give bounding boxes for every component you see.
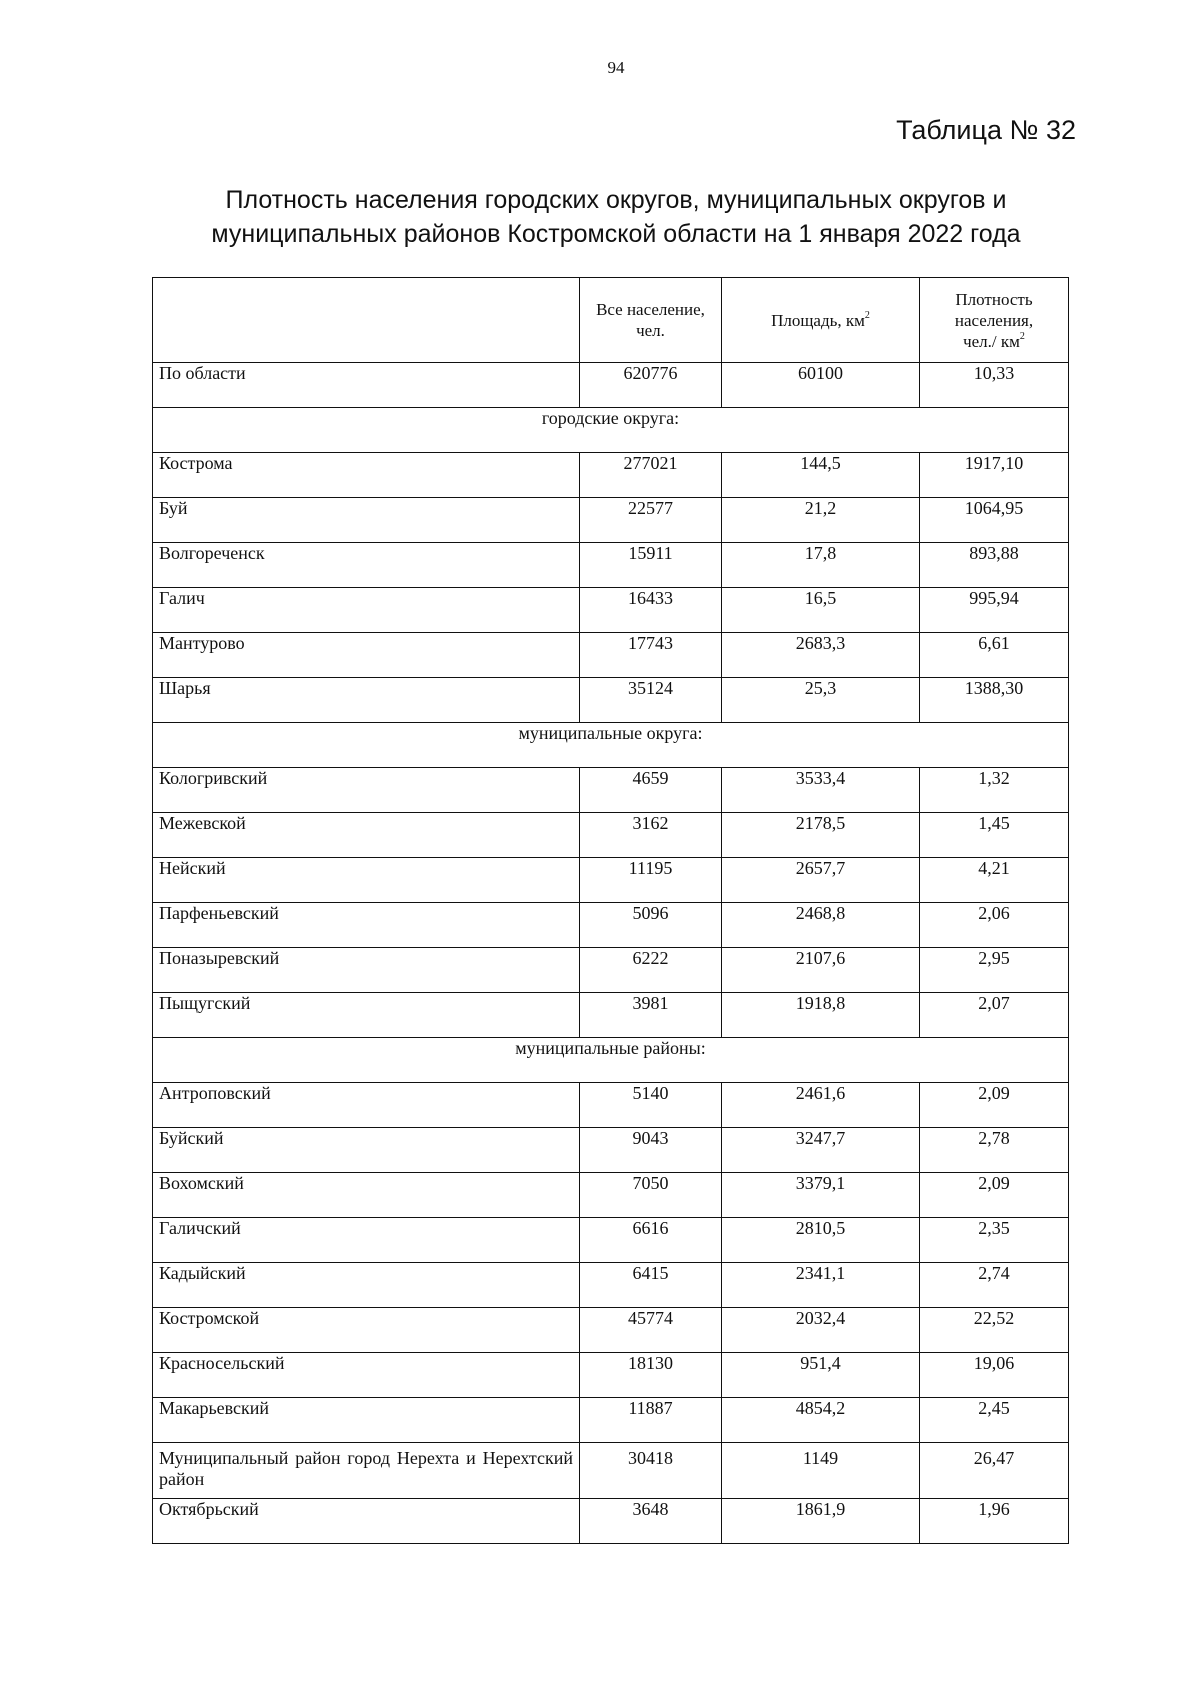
header-area [722,278,920,363]
header-population-line-2: чел. [636,321,665,340]
area-value: 951,4 [722,1353,920,1398]
table-row [153,1173,1069,1218]
population-value: 9043 [580,1128,722,1173]
density-value: 19,06 [920,1353,1069,1398]
density-value: 2,06 [920,903,1069,948]
section-title: муниципальные округа: [153,723,1069,768]
header-population [580,278,722,363]
district-name: Антроповский [153,1083,580,1128]
district-name: Волгореченск [153,543,580,588]
density-value: 2,09 [920,1083,1069,1128]
district-name: Макарьевский [153,1398,580,1443]
document-title-line-2: муниципальных районов Костромской области на 1 января 2022 года [211,220,1021,248]
district-name: Мантурово [153,633,580,678]
district-name: Пыщугский [153,993,580,1038]
area-value: 3533,4 [722,768,920,813]
area-value: 2178,5 [722,813,920,858]
district-name: Красносельский [153,1353,580,1398]
population-value: 6222 [580,948,722,993]
district-name: Кострома [153,453,580,498]
area-value: 1918,8 [722,993,920,1038]
section-header-row [153,408,1069,453]
density-value: 6,61 [920,633,1069,678]
area-value: 144,5 [722,453,920,498]
population-value: 15911 [580,543,722,588]
population-value: 5140 [580,1083,722,1128]
district-name: Межевской [153,813,580,858]
population-value: 5096 [580,903,722,948]
population-value: 16433 [580,588,722,633]
section-header-row [153,723,1069,768]
area-value: 16,5 [722,588,920,633]
header-population-line-1: Все население, [596,300,705,319]
table-row [153,1083,1069,1128]
density-value: 995,94 [920,588,1069,633]
population-value: 3981 [580,993,722,1038]
section-header-row [153,1038,1069,1083]
density-value: 2,78 [920,1128,1069,1173]
table-row [153,498,1069,543]
population-density-table [152,277,1069,1544]
district-name: Нейский [153,858,580,903]
density-value: 1,45 [920,813,1069,858]
section-title: городские округа: [153,408,1069,453]
header-density-line-2: населения, [954,310,1034,330]
population-value: 3162 [580,813,722,858]
district-name: Муниципальный район город Нерехта и Нерехтский район [153,1443,580,1499]
header-area-sup: 2 [864,309,870,321]
table-row [153,1443,1069,1499]
table-row [153,633,1069,678]
district-name: Костромской [153,1308,580,1353]
density-value: 2,74 [920,1263,1069,1308]
area-value: 2341,1 [722,1263,920,1308]
header-density [920,278,1069,363]
total-name: По области [153,363,580,408]
table-row [153,1128,1069,1173]
density-value: 893,88 [920,543,1069,588]
area-value: 3379,1 [722,1173,920,1218]
density-value: 1,96 [920,1499,1069,1544]
density-value: 1388,30 [920,678,1069,723]
district-name: Буйский [153,1128,580,1173]
total-row [153,363,1069,408]
population-value: 11887 [580,1398,722,1443]
table-row [153,903,1069,948]
area-value: 4854,2 [722,1398,920,1443]
area-value: 25,3 [722,678,920,723]
area-value: 21,2 [722,498,920,543]
table-row [153,948,1069,993]
header-density-line-3: чел./ км [963,331,1020,351]
total-density: 10,33 [920,363,1069,408]
district-name: Вохомский [153,1173,580,1218]
density-value: 2,09 [920,1173,1069,1218]
district-name: Кологривский [153,768,580,813]
table-row [153,1499,1069,1544]
area-value: 2461,6 [722,1083,920,1128]
area-value: 3247,7 [722,1128,920,1173]
density-value: 2,35 [920,1218,1069,1263]
population-value: 18130 [580,1353,722,1398]
district-name: Буй [153,498,580,543]
header-area-label: Площадь, км [771,310,865,330]
page-number: 94 [607,58,625,77]
header-density-line-1: Плотность [955,289,1033,309]
total-population: 620776 [580,363,722,408]
area-value: 2032,4 [722,1308,920,1353]
population-value: 17743 [580,633,722,678]
district-name: Шарья [153,678,580,723]
population-value: 6415 [580,1263,722,1308]
table-row [153,993,1069,1038]
density-value: 1917,10 [920,453,1069,498]
population-value: 7050 [580,1173,722,1218]
table-row [153,588,1069,633]
table-row [153,1263,1069,1308]
area-value: 17,8 [722,543,920,588]
table-label: Таблица № 32 [896,115,1076,145]
table-row [153,813,1069,858]
total-area: 60100 [722,363,920,408]
header-density-sup: 2 [1019,330,1025,342]
population-value: 3648 [580,1499,722,1544]
table-row [153,678,1069,723]
header-name-cell [153,278,580,363]
population-value: 4659 [580,768,722,813]
section-title: муниципальные районы: [153,1038,1069,1083]
district-name: Октябрьский [153,1499,580,1544]
table-row [153,1353,1069,1398]
document-title-line-1: Плотность населения городских округов, муниципальных округов и [225,186,1007,214]
population-value: 6616 [580,1218,722,1263]
district-name: Кадыйский [153,1263,580,1308]
table-row [153,768,1069,813]
area-value: 2657,7 [722,858,920,903]
area-value: 2468,8 [722,903,920,948]
table-row [153,858,1069,903]
area-value: 2810,5 [722,1218,920,1263]
district-name: Парфеньевский [153,903,580,948]
district-name: Поназыревский [153,948,580,993]
population-value: 22577 [580,498,722,543]
district-name: Галич [153,588,580,633]
table-header-row [153,278,1069,363]
area-value: 2683,3 [722,633,920,678]
density-value: 1,32 [920,768,1069,813]
table-row [153,453,1069,498]
density-value: 2,07 [920,993,1069,1038]
density-value: 2,95 [920,948,1069,993]
density-value: 26,47 [920,1443,1069,1499]
density-value: 2,45 [920,1398,1069,1443]
population-value: 11195 [580,858,722,903]
population-value: 277021 [580,453,722,498]
document-title [150,183,1082,251]
population-value: 35124 [580,678,722,723]
table-body [153,363,1069,1544]
district-name: Галичский [153,1218,580,1263]
density-value: 4,21 [920,858,1069,903]
population-value: 45774 [580,1308,722,1353]
table-row [153,543,1069,588]
density-value: 22,52 [920,1308,1069,1353]
population-value: 30418 [580,1443,722,1499]
area-value: 1861,9 [722,1499,920,1544]
area-value: 1149 [722,1443,920,1499]
table-row [153,1308,1069,1353]
table-row [153,1398,1069,1443]
table-row [153,1218,1069,1263]
area-value: 2107,6 [722,948,920,993]
density-value: 1064,95 [920,498,1069,543]
